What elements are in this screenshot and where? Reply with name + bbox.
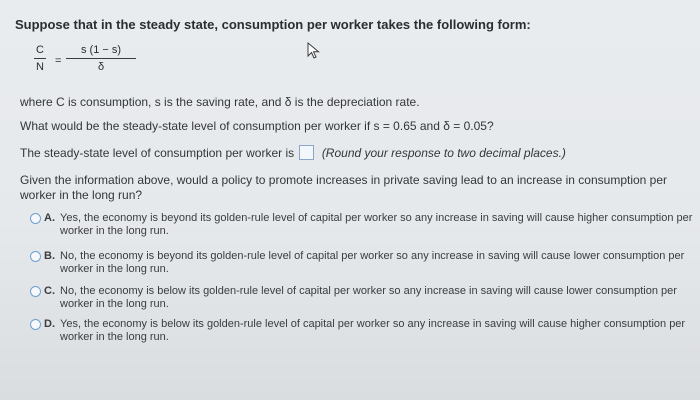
consumption-formula — [22, 42, 132, 82]
answer-input[interactable] — [299, 145, 314, 160]
formula-lhs-denominator: N — [36, 61, 44, 73]
option-a-line1: Yes, the economy is beyond its golden-rule level of capital per worker so any increase in saving will cause higher consumption per — [60, 212, 693, 224]
option-c-letter: C. — [44, 285, 55, 297]
mouse-pointer-icon — [306, 42, 322, 60]
option-c-line2: worker in the long run. — [60, 298, 169, 310]
formula-equals: = — [55, 55, 62, 67]
option-d-line2: worker in the long run. — [60, 331, 169, 343]
option-a-letter: A. — [44, 212, 55, 224]
option-a-text — [60, 212, 700, 238]
option-d-text — [60, 318, 700, 344]
formula-rhs-numerator: s (1 − s) — [80, 44, 122, 56]
formula-lhs-fraction — [34, 44, 46, 73]
question-ask: What would be the steady-state level of consumption per worker if s = 0.65 and δ = 0.05? — [20, 119, 494, 133]
answer-line — [20, 145, 566, 160]
option-a-radio[interactable] — [30, 213, 41, 224]
formula-lhs-bar — [34, 58, 46, 59]
option-a[interactable] — [30, 212, 695, 240]
formula-rhs-denominator: δ — [97, 61, 105, 73]
variable-definitions: where C is consumption, s is the saving rate, and δ is the depreciation rate. — [20, 95, 420, 109]
option-c-text — [60, 285, 700, 311]
option-d-radio[interactable] — [30, 319, 41, 330]
policy-question: Given the information above, would a policy to promote increases in private saving lead to an increase in consumption per worker in the long run? — [20, 173, 668, 202]
question-intro: Suppose that in the steady state, consumption per worker takes the following form: — [15, 17, 531, 32]
option-c-line1: No, the economy is below its golden-rule level of capital per worker so any increase in saving will cause lower consumption per — [60, 285, 677, 297]
option-b[interactable] — [30, 250, 695, 278]
option-a-line2: worker in the long run. — [60, 225, 169, 237]
option-b-radio[interactable] — [30, 251, 41, 262]
option-c[interactable] — [30, 285, 695, 313]
formula-rhs-bar — [66, 58, 136, 59]
answer-prefix: The steady-state level of consumption per worker is — [20, 146, 295, 160]
option-d[interactable] — [30, 318, 695, 346]
option-b-letter: B. — [44, 250, 55, 262]
answer-hint: (Round your response to two decimal places.) — [321, 146, 566, 160]
option-d-line1: Yes, the economy is below its golden-rule level of capital per worker so any increase in saving will cause higher consumption per — [60, 318, 686, 330]
option-b-line2: worker in the long run. — [60, 263, 169, 275]
option-d-letter: D. — [44, 318, 55, 330]
option-c-radio[interactable] — [30, 286, 41, 297]
formula-rhs-fraction — [66, 44, 136, 73]
option-b-text — [60, 250, 700, 276]
option-b-line1: No, the economy is beyond its golden-rule level of capital per worker so any increase in saving will cause lower consumption per — [60, 250, 685, 262]
formula-lhs-numerator: C — [36, 44, 44, 56]
